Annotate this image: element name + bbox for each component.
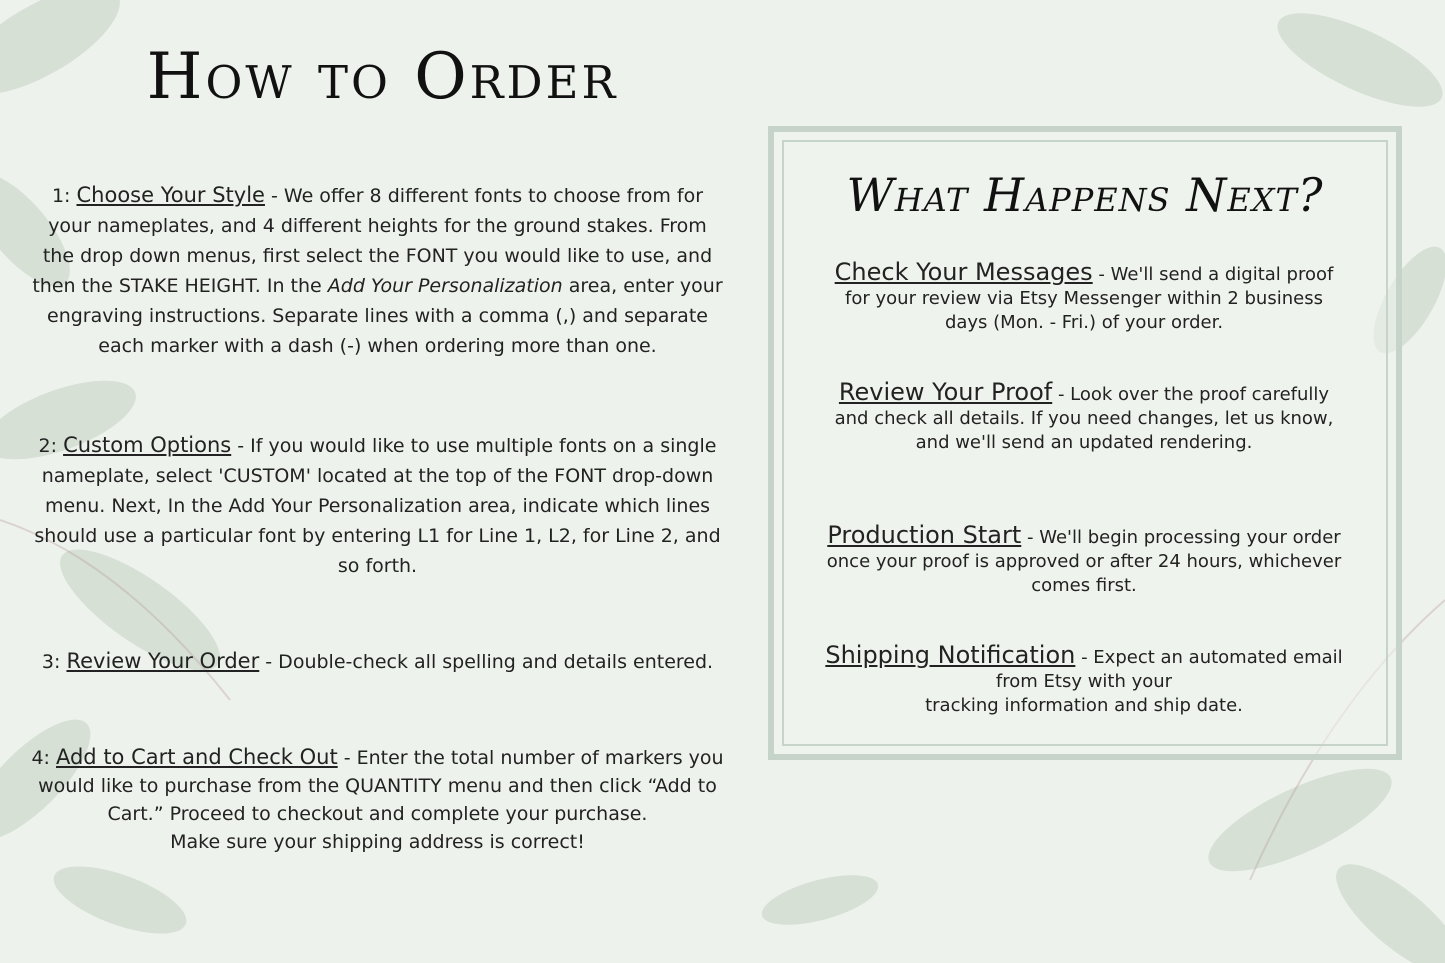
- panel-title: What Happens Next?: [846, 168, 1324, 222]
- step-custom-options: [30, 430, 725, 581]
- what-happens-next-panel: [768, 126, 1402, 760]
- step-heading: Add to Cart and Check Out: [55, 745, 338, 769]
- next-item-check-messages: [824, 260, 1344, 335]
- next-item-shipping-notification: [824, 643, 1344, 718]
- step-italic-text: Add Your Personalization: [327, 275, 563, 297]
- item-text: - We'll send a digital proof for your review via Etsy Messenger within 2 business days (Mon. - Fri.) of your order.: [845, 264, 1334, 333]
- step-note: Make sure your shipping address is correct!: [170, 831, 585, 853]
- item-text-line2: tracking information and ship date.: [925, 695, 1243, 716]
- step-heading: Review Your Order: [66, 649, 260, 673]
- step-text: - We offer 8 different fonts to choose from for your nameplates, and 4 different heights for the ground stakes. From the drop down menus, first select the FONT you would like to use, and then the STAKE HEIGHT. In the: [32, 185, 713, 297]
- item-heading: Shipping Notification: [825, 641, 1076, 669]
- step-number: 1:: [51, 185, 71, 207]
- step-text: - If you would like to use multiple fonts on a single nameplate, select 'CUSTOM' located at the top of the FONT drop-down menu. Next, In the Add Your Personalization area, indicate which lines should use a particular font by entering L1 for Line 1, L2, for Line 2, and so forth.: [34, 435, 721, 577]
- page-title: How to Order: [146, 40, 619, 114]
- step-add-to-cart: [30, 743, 725, 856]
- item-heading: Check Your Messages: [834, 258, 1093, 286]
- step-heading: Choose Your Style: [76, 183, 265, 207]
- step-heading: Custom Options: [63, 433, 232, 457]
- item-text: - Expect an automated email from Etsy with your: [995, 647, 1343, 692]
- next-item-production-start: [824, 523, 1344, 598]
- how-to-order-section: [30, 40, 725, 853]
- item-heading: Review Your Proof: [838, 378, 1053, 406]
- item-text: - Look over the proof carefully and check all details. If you need changes, let us know, and we'll send an updated rendering.: [834, 384, 1334, 453]
- item-heading: Production Start: [827, 521, 1022, 549]
- step-number: 4:: [31, 747, 50, 769]
- step-number: 2:: [38, 435, 58, 457]
- next-item-review-proof: [824, 380, 1344, 455]
- item-text: - We'll begin processing your order once your proof is approved or after 24 hours, whichever comes first.: [826, 527, 1342, 596]
- step-text: - Enter the total number of markers you would like to purchase from the QUANTITY menu and then click “Add to Cart.” Proceed to checkout and complete your purchase.: [38, 747, 724, 825]
- step-choose-style: [30, 180, 725, 361]
- step-text: area, enter your engraving instructions. Separate lines with a comma (,) and separate each marker with a dash (-) when ordering more than one.: [47, 275, 723, 357]
- step-review-order: [30, 646, 725, 677]
- step-text: - Double-check all spelling and details entered.: [259, 651, 714, 673]
- step-number: 3:: [41, 651, 61, 673]
